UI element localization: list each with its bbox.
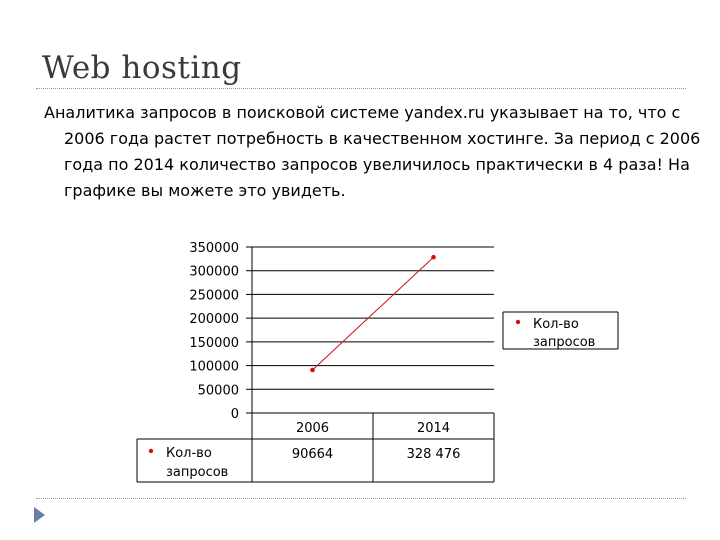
- data-point: [310, 368, 315, 373]
- y-tick-label: 0: [230, 407, 239, 422]
- y-tick-label: 250000: [189, 288, 239, 304]
- y-tick-label: 200000: [189, 312, 239, 328]
- slide-paragraph: Аналитика запросов в поисковой системе yandex.ru указывает на то, что с 2006 года растет потребность в качественном хостинге. За период с 2006 года по 2014 количество запросов увеличилось практически в 4 раза! На графике вы можете это увидеть.: [44, 103, 701, 200]
- next-slide-arrow-icon[interactable]: [34, 507, 45, 523]
- y-tick-label: 150000: [189, 335, 239, 351]
- data-table-value: 328 476: [406, 447, 461, 462]
- legend-marker: [516, 320, 520, 324]
- table-legend-marker: [149, 449, 153, 453]
- legend-label: Кол-во: [533, 317, 579, 332]
- data-table-value: 90664: [291, 447, 334, 462]
- y-tick-label: 350000: [189, 241, 239, 256]
- x-category-label: 2014: [416, 421, 451, 436]
- y-tick-label: 100000: [189, 359, 239, 375]
- series-line: [313, 257, 434, 370]
- table-legend-label: Кол-во: [166, 446, 212, 461]
- legend-label: запросов: [533, 335, 596, 350]
- y-tick-label: 50000: [197, 383, 239, 399]
- x-category-label: 2006: [295, 421, 330, 436]
- slide-title: Web hosting: [42, 50, 242, 86]
- table-legend-label: запросов: [166, 465, 229, 480]
- data-point: [431, 255, 436, 260]
- footer-divider: [36, 498, 686, 499]
- y-tick-label: 300000: [189, 264, 239, 280]
